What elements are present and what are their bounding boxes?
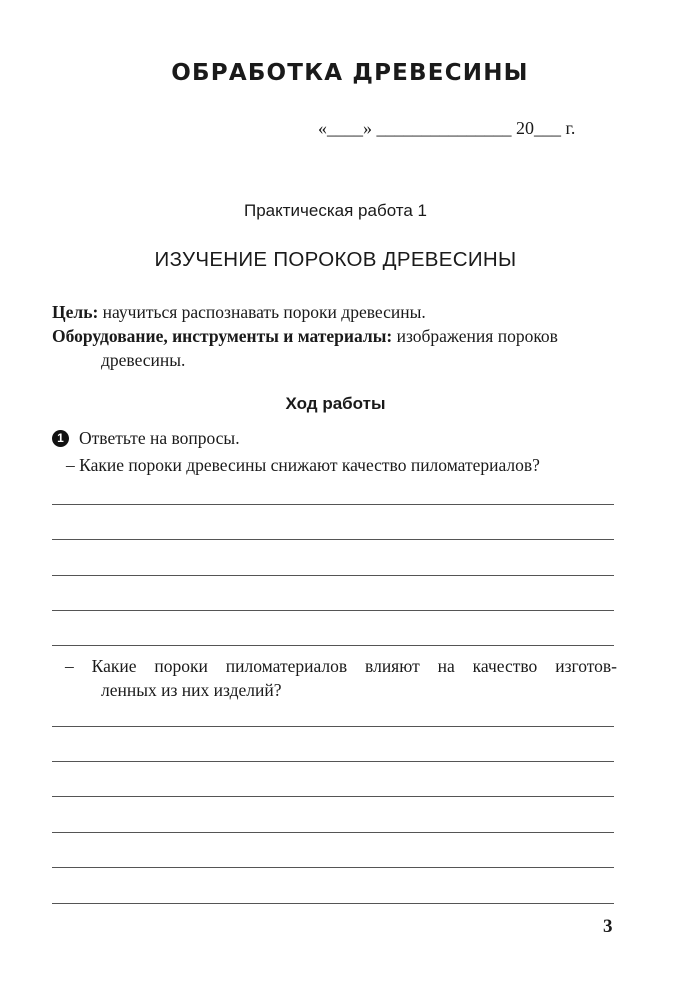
task-1-text: Ответьте на вопросы. xyxy=(79,428,240,448)
answer-line[interactable] xyxy=(52,610,614,611)
equipment-paragraph xyxy=(52,324,617,348)
answer-line[interactable] xyxy=(52,645,614,646)
equipment-text-continued: древесины. xyxy=(101,350,186,370)
task-number-marker: 1 xyxy=(52,430,69,447)
task-1 xyxy=(52,426,240,450)
practical-work-title: ИЗУЧЕНИЕ ПОРОКОВ ДРЕВЕСИНЫ xyxy=(154,248,517,271)
answer-line[interactable] xyxy=(52,539,614,540)
equipment-label: Оборудование, инструменты и материалы: xyxy=(52,326,393,346)
answer-line[interactable] xyxy=(52,796,614,797)
goal-paragraph xyxy=(52,300,426,324)
practical-work-number: Практическая работа 1 xyxy=(244,201,427,220)
question-1: – Какие пороки древесины снижают качество пиломатериалов? xyxy=(66,455,540,475)
answer-line[interactable] xyxy=(52,832,614,833)
date-line: «____» _______________ 20___ г. xyxy=(318,118,576,138)
answer-line[interactable] xyxy=(52,504,614,505)
answer-line[interactable] xyxy=(52,867,614,868)
answer-line[interactable] xyxy=(52,575,614,576)
page-number: 3 xyxy=(603,916,613,937)
question-2-line-2: ленных из них изделий? xyxy=(101,680,282,700)
section-title: ОБРАБОТКА ДРЕВЕСИНЫ xyxy=(171,60,529,86)
answer-line[interactable] xyxy=(52,903,614,904)
equipment-text: изображения пороков xyxy=(392,326,558,346)
progress-heading: Ход работы xyxy=(285,394,386,413)
answer-line[interactable] xyxy=(52,726,614,727)
answer-line[interactable] xyxy=(52,761,614,762)
goal-text: научиться распознавать пороки древесины. xyxy=(98,302,426,322)
question-2-line-1: – Какие пороки пиломатериалов влияют на качество изготов- xyxy=(65,656,617,676)
goal-label: Цель: xyxy=(52,302,99,322)
